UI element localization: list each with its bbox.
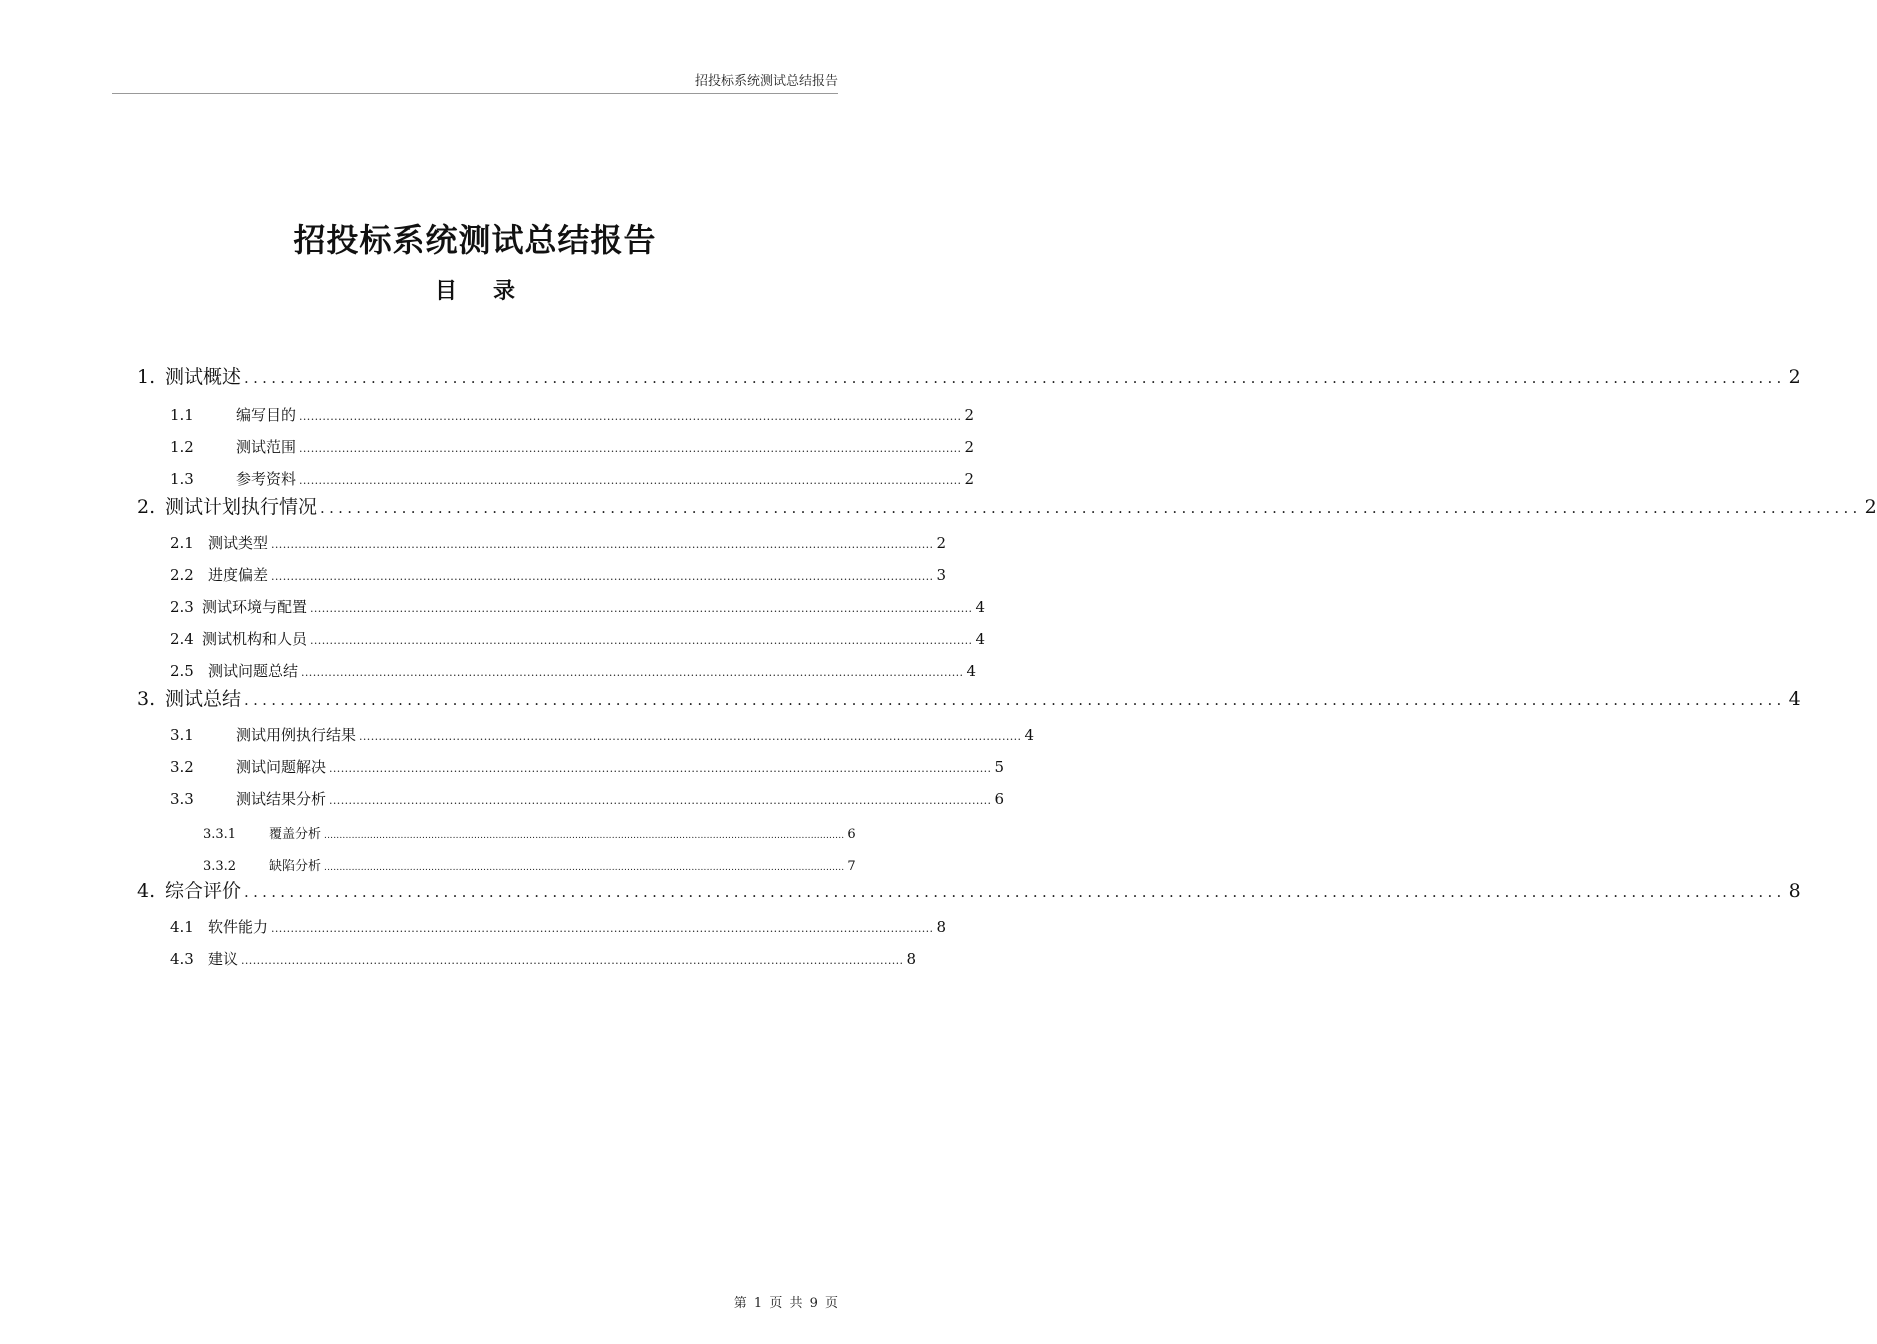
- toc-entry-number: 1.2: [170, 438, 194, 456]
- toc-entry-label: 测试类型: [208, 534, 269, 552]
- toc-entry-page: 2: [1788, 366, 1801, 388]
- toc-entry-label: 测试结果分析: [236, 790, 327, 808]
- toc-entry-label: 建议: [208, 950, 239, 968]
- toc-entry-page: 4: [1788, 688, 1801, 710]
- toc-entry-number: 3.3: [170, 790, 194, 808]
- toc-entry-4[interactable]: [0, 876, 1801, 903]
- toc-entry-number: 2.2: [170, 566, 194, 584]
- toc-entry-number: 2.3: [170, 598, 194, 616]
- toc-entry-page: 2: [936, 534, 946, 552]
- toc-entry-label: 覆盖分析: [269, 827, 322, 842]
- page-number-footer: 第 1 页 共 9 页: [733, 1296, 838, 1311]
- toc-entry-3-2[interactable]: [0, 756, 1004, 777]
- toc-entry-page: 2: [1864, 496, 1877, 518]
- dot-leader: ..........................................................................................................................................................................: [359, 730, 1022, 743]
- toc-entry-page: 3: [936, 566, 946, 584]
- toc-entry-number: 1.1: [170, 406, 194, 424]
- toc-entry-number: 4.3: [170, 950, 194, 968]
- toc-entry-page: 8: [906, 950, 916, 968]
- toc-heading-left: 目: [434, 279, 457, 304]
- toc-entry-number: 2.: [137, 496, 156, 518]
- toc-entry-page: 2: [964, 438, 974, 456]
- toc-entry-page: 8: [1788, 880, 1801, 902]
- toc-entry-1-1[interactable]: [0, 404, 974, 425]
- toc-entry-label: 测试范围: [236, 438, 297, 456]
- toc-entry-number: 3.3.1: [203, 827, 237, 842]
- dot-leader: ..........................................................................................................................................................................: [301, 666, 964, 679]
- dot-leader: ..........................................................................................................................................................................: [299, 410, 962, 423]
- toc-entry-page: 4: [975, 630, 985, 648]
- toc-entry-2[interactable]: [0, 492, 1877, 519]
- toc-entry-page: 2: [964, 470, 974, 488]
- dot-leader: ..........................................................................................................................................................................: [320, 499, 1862, 517]
- dot-leader: ..........................................................................................................................................................................: [329, 762, 992, 775]
- toc-entry-3-1[interactable]: [0, 724, 1034, 745]
- toc-entry-label: 软件能力: [208, 918, 269, 936]
- toc-entry-number: 4.1: [170, 918, 194, 936]
- dot-leader: ..........................................................................................................................................................................: [310, 634, 973, 647]
- toc-entry-label: 进度偏差: [208, 566, 269, 584]
- toc-entry-page: 4: [1024, 726, 1034, 744]
- toc-entry-number: 2.4: [170, 630, 194, 648]
- toc-entry-page: 7: [847, 859, 856, 874]
- toc-entry-2-3[interactable]: [0, 596, 985, 617]
- dot-leader: ..........................................................................................................................................................................: [324, 863, 845, 873]
- toc-entry-label: 测试问题总结: [208, 662, 299, 680]
- toc-entry-label: 测试计划执行情况: [165, 496, 318, 518]
- toc-entry-label: 测试问题解决: [236, 758, 327, 776]
- toc-entry-3-3-2[interactable]: [0, 855, 856, 874]
- toc-entry-2-4[interactable]: [0, 628, 985, 649]
- toc-entry-number: 3.2: [170, 758, 194, 776]
- toc-entry-1-2[interactable]: [0, 436, 974, 457]
- toc-entry-label: 测试机构和人员: [202, 630, 308, 648]
- toc-heading-right: 录: [493, 279, 516, 304]
- toc-entry-4-3[interactable]: [0, 948, 916, 969]
- dot-leader: ..........................................................................................................................................................................: [244, 369, 1786, 387]
- dot-leader: ..........................................................................................................................................................................: [271, 570, 934, 583]
- toc-entry-4-1[interactable]: [0, 916, 946, 937]
- toc-entry-3[interactable]: [0, 684, 1801, 711]
- toc-heading: [0, 274, 950, 305]
- toc-entry-label: 编写目的: [236, 406, 297, 424]
- header-rule: [112, 93, 838, 94]
- dot-leader: ..........................................................................................................................................................................: [324, 831, 845, 841]
- toc-entry-page: 8: [936, 918, 946, 936]
- toc-entry-2-1[interactable]: [0, 532, 946, 553]
- toc-entry-label: 测试概述: [165, 366, 242, 388]
- dot-leader: ..........................................................................................................................................................................: [241, 954, 904, 967]
- toc-entry-page: 6: [994, 790, 1004, 808]
- toc-entry-1-3[interactable]: [0, 468, 974, 489]
- toc-entry-2-5[interactable]: [0, 660, 976, 681]
- toc-entry-label: 测试总结: [165, 688, 242, 710]
- dot-leader: ..........................................................................................................................................................................: [310, 602, 973, 615]
- dot-leader: ..........................................................................................................................................................................: [299, 442, 962, 455]
- toc-entry-label: 测试用例执行结果: [236, 726, 357, 744]
- toc-entry-3-3-1[interactable]: [0, 823, 856, 842]
- dot-leader: ..........................................................................................................................................................................: [329, 794, 992, 807]
- toc-entry-number: 1.3: [170, 470, 194, 488]
- toc-entry-label: 测试环境与配置: [202, 598, 308, 616]
- running-header: 招投标系统测试总结报告: [694, 74, 838, 89]
- toc-entry-number: 3.1: [170, 726, 194, 744]
- toc-entry-label: 综合评价: [165, 880, 242, 902]
- toc-entry-2-2[interactable]: [0, 564, 946, 585]
- toc-entry-page: 2: [964, 406, 974, 424]
- toc-entry-page: 5: [994, 758, 1004, 776]
- toc-entry-page: 6: [847, 827, 856, 842]
- toc-entry-1[interactable]: [0, 362, 1801, 389]
- dot-leader: ..........................................................................................................................................................................: [271, 922, 934, 935]
- toc-entry-page: 4: [975, 598, 985, 616]
- toc-entry-number: 4.: [137, 880, 156, 902]
- toc-entry-number: 2.5: [170, 662, 194, 680]
- toc-entry-number: 2.1: [170, 534, 194, 552]
- toc-entry-label: 参考资料: [236, 470, 297, 488]
- toc-entry-label: 缺陷分析: [269, 859, 322, 874]
- toc-entry-number: 3.: [137, 688, 156, 710]
- dot-leader: ..........................................................................................................................................................................: [299, 474, 962, 487]
- document-title: 招投标系统测试总结报告: [293, 221, 657, 259]
- toc-entry-number: 3.3.2: [203, 859, 237, 874]
- toc-entry-page: 4: [966, 662, 976, 680]
- toc-entry-3-3[interactable]: [0, 788, 1004, 809]
- dot-leader: ..........................................................................................................................................................................: [244, 883, 1786, 901]
- dot-leader: ..........................................................................................................................................................................: [271, 538, 934, 551]
- toc-entry-number: 1.: [137, 366, 156, 388]
- dot-leader: ..........................................................................................................................................................................: [244, 691, 1786, 709]
